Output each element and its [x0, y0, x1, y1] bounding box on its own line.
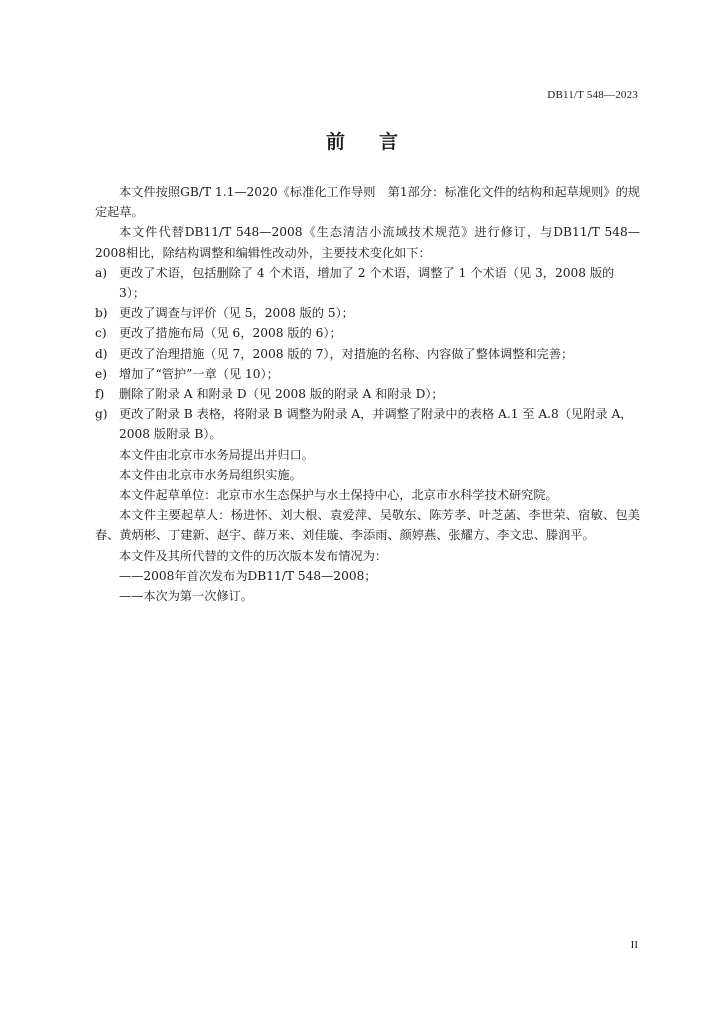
changes-list: [95, 263, 640, 445]
list-item: [95, 263, 640, 303]
list-text: 更改了措施布局（见 6，2008 版的 6）；: [119, 326, 342, 341]
paragraph-history-intro: 本文件及其所代替的文件的历次版本发布情况为：: [119, 548, 388, 563]
paragraph-replacement: 本文件代替DB11/T 548—2008《生态清洁小流域技术规范》进行修订，与DB11/T 548—2008相比，除结构调整和编辑性改动外，主要技术变化如下：: [95, 225, 640, 260]
list-text: 增加了“管护”一章（见 10）；: [119, 366, 279, 381]
list-text: 删除了附录 A 和附录 D（见 2008 版的附录 A 和附录 D）；: [119, 387, 444, 402]
foreword-body: [95, 182, 640, 606]
list-marker: g): [95, 407, 108, 422]
list-text: 更改了治理措施（见 7，2008 版的 7），对措施的名称、内容做了整体调整和完善；: [119, 346, 574, 361]
standard-code: DB11/T 548—2023: [547, 89, 638, 101]
list-text: 更改了术语，包括删除了 4 个术语，增加了 2 个术语，调整了 1 个术语（见 3，2008 版的 3）；: [119, 265, 615, 301]
list-marker: d): [95, 346, 108, 361]
paragraph-proposer: 本文件由北京市水务局提出并归口。: [119, 447, 314, 462]
page-title: 前言: [325, 131, 432, 153]
history-item: ——2008年首次发布为DB11/T 548—2008；: [119, 568, 377, 583]
list-text: 更改了附录 B 表格，将附录 B 调整为附录 A，并调整了附录中的表格 A.1 至 A.8（见附录 A，2008 版附录 B）。: [119, 407, 633, 442]
list-item: [95, 404, 640, 444]
paragraph-drafters: 本文件主要起草人：杨进怀、刘大根、袁爱萍、吴敬东、陈芳孝、叶芝菡、李世荣、宿敏、包美春、黄炳彬、丁建新、赵宇、薛万来、刘佳璇、李添雨、颜婷燕、张耀方、李文忠、滕润平。: [95, 508, 640, 543]
paragraph-implementer: 本文件由北京市水务局组织实施。: [119, 467, 302, 482]
history-item: ——本次为第一次修订。: [119, 589, 254, 604]
list-marker: a): [95, 265, 108, 280]
paragraph-drafting-rules: 本文件按照GB/T 1.1—2020《标准化工作导则 第1部分：标准化文件的结构和起草规则》的规定起草。: [95, 185, 640, 220]
list-marker: f): [95, 387, 105, 402]
paragraph-drafting-units: 本文件起草单位：北京市水生态保护与水土保持中心，北京市水科学技术研究院。: [119, 488, 558, 503]
page-number: II: [630, 939, 638, 951]
list-item: [95, 344, 640, 364]
list-item: [95, 384, 640, 404]
list-text: 更改了调查与评价（见 5，2008 版的 5）；: [119, 306, 354, 321]
list-item: [95, 303, 640, 323]
list-marker: b): [95, 306, 108, 321]
list-item: [95, 323, 640, 343]
list-marker: c): [95, 326, 107, 341]
list-item: [95, 364, 640, 384]
list-marker: e): [95, 366, 107, 381]
